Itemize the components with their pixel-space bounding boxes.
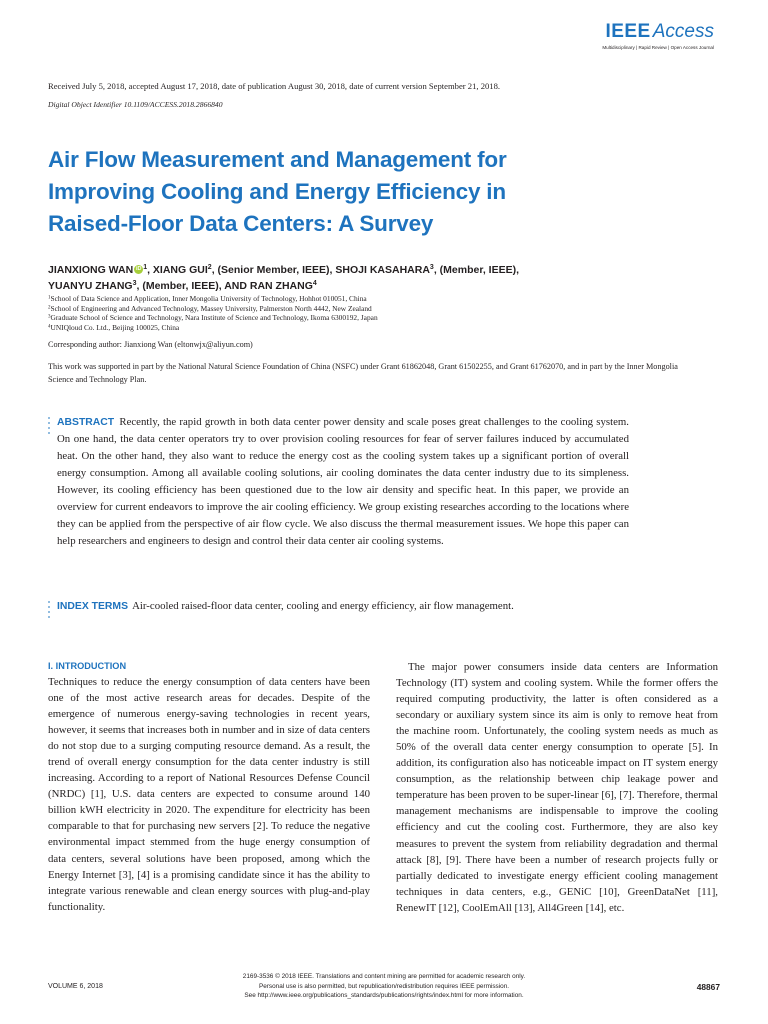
abstract: [57, 414, 629, 550]
affil-num: 2: [48, 305, 51, 311]
index-terms-text: Air-cooled raised-floor data center, cooling and energy efficiency, air flow management.: [132, 600, 514, 612]
affil-text: Graduate School of Science and Technology, Nara Institute of Science and Technology, Ikoma 6300192, Japan: [50, 313, 378, 323]
affil-sup: 1: [143, 264, 148, 271]
logo-ieee: IEEE: [605, 21, 651, 42]
affiliation: [48, 304, 378, 314]
abstract-label: ABSTRACT: [57, 417, 115, 428]
abstract-text: Recently, the rapid growth in both data center power density and scale poses great challenges to the cooling system. On one hand, the data center operators try to over provision cooling resources for fear of server failures induced by accumulated heat. On the other hand, they also want to reduce the energy cost as the cooling system takes up a significant portion of overall energy consumption. Among all available cooling solutions, air cooling dominates the data center industry due to its simpleness. However, its cooling efficiency has been questioned due to the low air density and specific heat. In this paper, we provide an overview for current endeavors to improve the air cooling efficiency. We group existing researches according to the locations where they can be applied from the perspective of air flow cycle. We also discuss the thermal measurement issues. We hope this paper can help researchers and engineers to design and control their data center air cooling systems.: [57, 416, 629, 547]
index-terms-label: INDEX TERMS: [57, 601, 129, 612]
affil-sup: 3: [429, 264, 434, 271]
author-list: [48, 262, 728, 294]
author-line-1: [48, 262, 728, 278]
page-number: 48867: [696, 982, 720, 992]
footer-copyright: [180, 972, 588, 1001]
author-name: , XIANG GUI: [147, 264, 208, 276]
affil-text: School of Data Science and Application, Inner Mongolia University of Technology, Hohhot 010051, China: [50, 294, 367, 303]
affil-sup: 4: [312, 280, 317, 287]
footer-volume: VOLUME 6, 2018: [48, 983, 103, 990]
affiliations: [48, 294, 378, 332]
copyright-line: See http://www.ieee.org/publications_standards/publications/rights/index.html for more information.: [244, 992, 524, 999]
corresponding-author: Corresponding author: Jianxiong Wan (eltonwjx@aliyun.com): [48, 340, 253, 349]
funding-note: This work was supported in part by the National Natural Science Foundation of China (NSFC) under Grant 61862048, Grant 61502255, and Grant 61762070, and in part by the Inner Mongolia Science and Technology Plan.: [48, 362, 678, 384]
author-name: , (Member, IEEE), AND RAN ZHANG: [136, 280, 313, 292]
affil-num: 3: [48, 314, 51, 320]
section-heading: I. INTRODUCTION: [48, 661, 127, 671]
author-name: , (Senior Member, IEEE), SHOJI KASAHARA: [211, 264, 430, 276]
title-line: Raised-Floor Data Centers: A Survey: [48, 211, 434, 236]
orcid-icon[interactable]: iD: [135, 266, 142, 272]
index-terms: [57, 600, 514, 612]
title-line: Improving Cooling and Energy Efficiency in: [48, 179, 506, 204]
affiliation: [48, 313, 378, 323]
received-dates: Received July 5, 2018, accepted August 17, 2018, date of publication August 30, 2018, date of current version September 21, 2018.: [48, 81, 501, 91]
index-terms-marker-icon: [48, 601, 52, 621]
ieee-access-logo: [602, 22, 714, 50]
affil-text: School of Engineering and Advanced Technology, Massey University, Palmerston North 4442, New Zealand: [50, 303, 372, 313]
copyright-line: Personal use is also permitted, but republication/redistribution requires IEEE permission.: [258, 982, 510, 990]
affil-num: 4: [48, 324, 51, 330]
logo-access: Access: [652, 21, 714, 42]
paper-title: [48, 144, 688, 240]
affil-sup: 3: [132, 280, 137, 287]
affil-sup: 2: [207, 264, 212, 271]
affil-text: UNIQloud Co. Ltd., Beijing 100025, China: [50, 322, 180, 332]
logo-tagline: Multidisciplinary | Rapid Review | Open Access Journal: [602, 45, 714, 50]
right-column: [396, 659, 718, 916]
paragraph: The major power consumers inside data centers are Information Technology (IT) system and cooling system. While the former offers the required computing productivity, the latter is often considered as a secondary or auxiliary system since its aim is only to remove heat from the machine room. Unfortunately, the cooling system needs as much as 50% of the overall data center energy consumption to operate [5]. In addition, its configuration also has noticeable impact on IT system energy consumption, as the relationship between chip leakage power and temperature has been proven to be super-linear [6], [7]. Therefore, thermal management mechanisms are indispensable to improve the cooling efficiency and cut the cooling cost. Furthermore, they are also key measures to prevent the system from reliability degradation and thermal attack [8], [9]. There have been a number of research projects fully or partially dedicated to investigate energy efficient cooling management techniques in data centers, e.g., GENiC [10], GreenDataNet [11], RenewIT [12], CoolEmAll [13], All4Green [14], etc.: [396, 661, 718, 914]
author-name: YUANYU ZHANG: [48, 280, 133, 292]
author-name: JIANXIONG WAN: [48, 264, 134, 276]
doi: Digital Object Identifier 10.1109/ACCESS.2018.2866840: [48, 100, 223, 109]
author-suffix: , (Member, IEEE),: [433, 264, 520, 276]
abstract-marker-icon: [48, 417, 52, 437]
copyright-line: 2169-3536 © 2018 IEEE. Translations and content mining are permitted for academic research only.: [242, 973, 526, 980]
author-line-2: [48, 278, 728, 294]
affil-num: 1: [48, 295, 51, 301]
affiliation: [48, 323, 378, 333]
left-column: [48, 659, 370, 915]
title-line: Air Flow Measurement and Management for: [48, 147, 507, 172]
paragraph: Techniques to reduce the energy consumption of data centers have been one of the most active research areas for decades. Despite of the emergence of numerous energy-saving technologies in recent years, however, it seems that increases both in number and in size of data centers do not stop due to a surging computing resource demand. As a result, the trend of overall energy consumption for the data center industry is still increasing. According to a report of National Resources Defense Council (NRDC) [1], U.S. data centers are expected to consume around 140 billion kWH electricity in 2020. The expenditure for electricity has been comparable to that for purchasing new servers [2]. To reduce the negative environmental impact stemmed from the huge energy consumption of data centers, several solutions have been proposed, among which the Energy Internet [3], [4] is a promising candidate since it has the ability to integrate various renewable and clean energy sources with plug-and-play functionality.: [48, 676, 370, 913]
affiliation: [48, 294, 378, 304]
